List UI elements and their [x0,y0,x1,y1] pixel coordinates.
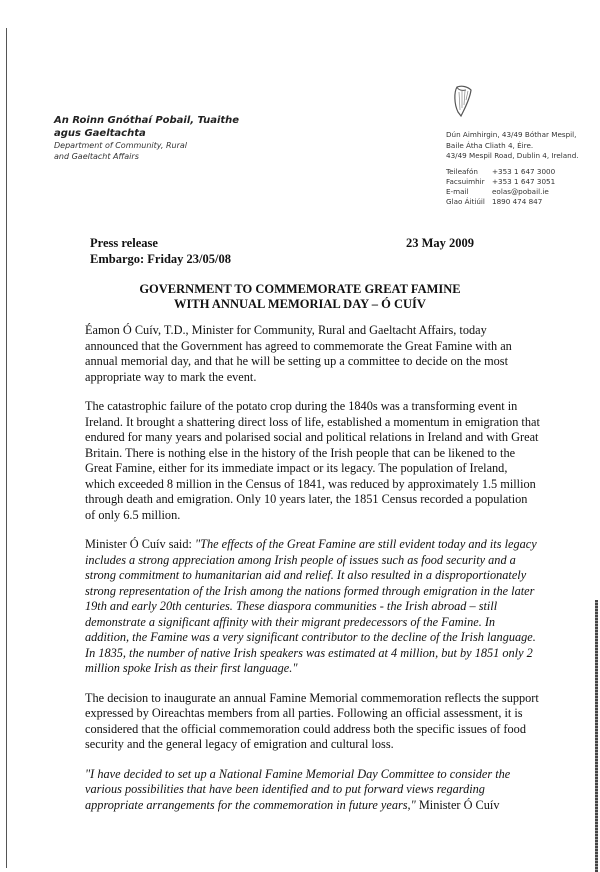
harp-icon [452,84,474,118]
paragraph-committee-quote: "I have decided to set up a National Famine Memorial Day Committee to consider the various possibilities that have been identified and to put forward views regarding appropriate arrangements for the commemoration in future years," Minister Ó Cuív [85,766,511,812]
scan-edge-right [595,600,598,872]
contact-email: E-mail eolas@pobail.ie [446,187,549,196]
headline-line1: GOVERNMENT TO COMMEMORATE GREAT FAMINE [139,282,461,296]
release-type: Press release [90,236,158,250]
paragraph-decision: The decision to inaugurate an annual Famine Memorial commemoration reflects the support expressed by Oireachtas members from all parties. Following an official assessment, it is considered that the official commemoration could address both the specific issues of food security and the general legacy of emigration and cultural loss. [85,690,539,751]
dept-english-line1: Department of Community, Rural [54,141,188,150]
headline [90,282,510,312]
dept-english-line2: and Gaeltacht Affairs [54,152,139,161]
contact-lo-call: Glao Áitiúil 1890 474 847 [446,197,543,206]
embargo: Embargo: Friday 23/05/08 [90,252,231,266]
department-name [54,114,239,162]
address-block [446,130,579,162]
paragraph-history: The catastrophic failure of the potato crop during the 1840s was a transforming event in Ireland. It brought a shattering direct loss of life, established a momentum in emigration that endured for many years and polarised social and political relations in Ireland and with Great Britain. There is nothing else in the history of the Irish people that can be likened to the Great Famine, either for its immediate impact or its legacy. The population of Ireland, which exceeded 8 million in the Census of 1841, was reduced by approximately 1.5 million through death and emigration. Only 10 years later, the 1851 Census recorded a population of only 6.5 million. [85,399,540,522]
paragraph-intro: Éamon Ó Cuív, T.D., Minister for Community, Rural and Gaeltacht Affairs, today announced that the Government has agreed to commemorate the Great Famine with an annual memorial day, and that he will be setting up a committee to decide on the most appropriate way to mark the event. [85,323,512,384]
dept-irish-line2: agus Gaeltachta [54,128,146,139]
paragraph-minister-quote: Minister Ó Cuív said: "The effects of the Great Famine are still evident today and its legacy includes a strong appreciation among Irish people of issues such as food security and a strong commitment to humanitarian aid and relief. It also resulted in a disproportionately strong representation of the Irish among the nations formed through emigration in the later 19th and early 20th centuries. These diaspora communities - the Irish abroad – still demonstrate a significant affinity with their migrant predecessors of the Famine. In addition, the Famine was a very significant contributor to the decline of the Irish language. In 1835, the number of native Irish speakers was estimated at 4 million, but by 1851 only 2 million spoke Irish as their first language." [85,537,537,675]
body-text [85,323,540,827]
address-line: Dún Aimhirgin, 43/49 Bóthar Mespil, [446,130,577,139]
scan-edge-left [6,28,7,868]
address-line: Baile Átha Cliath 4, Éire. [446,140,534,150]
address-line: 43/49 Mespil Road, Dublin 4, Ireland. [446,151,579,160]
release-info [90,235,231,267]
contact-phone: Teileafón +353 1 647 3000 [446,167,556,176]
release-date: 23 May 2009 [406,236,475,250]
contact-fax: Facsuimhir +353 1 647 3051 [446,177,556,186]
headline-line2: WITH ANNUAL MEMORIAL DAY – Ó CUÍV [174,297,426,311]
contact-block [446,167,555,207]
dept-irish-line1: An Roinn Gnóthaí Pobail, Tuaithe [54,115,240,126]
